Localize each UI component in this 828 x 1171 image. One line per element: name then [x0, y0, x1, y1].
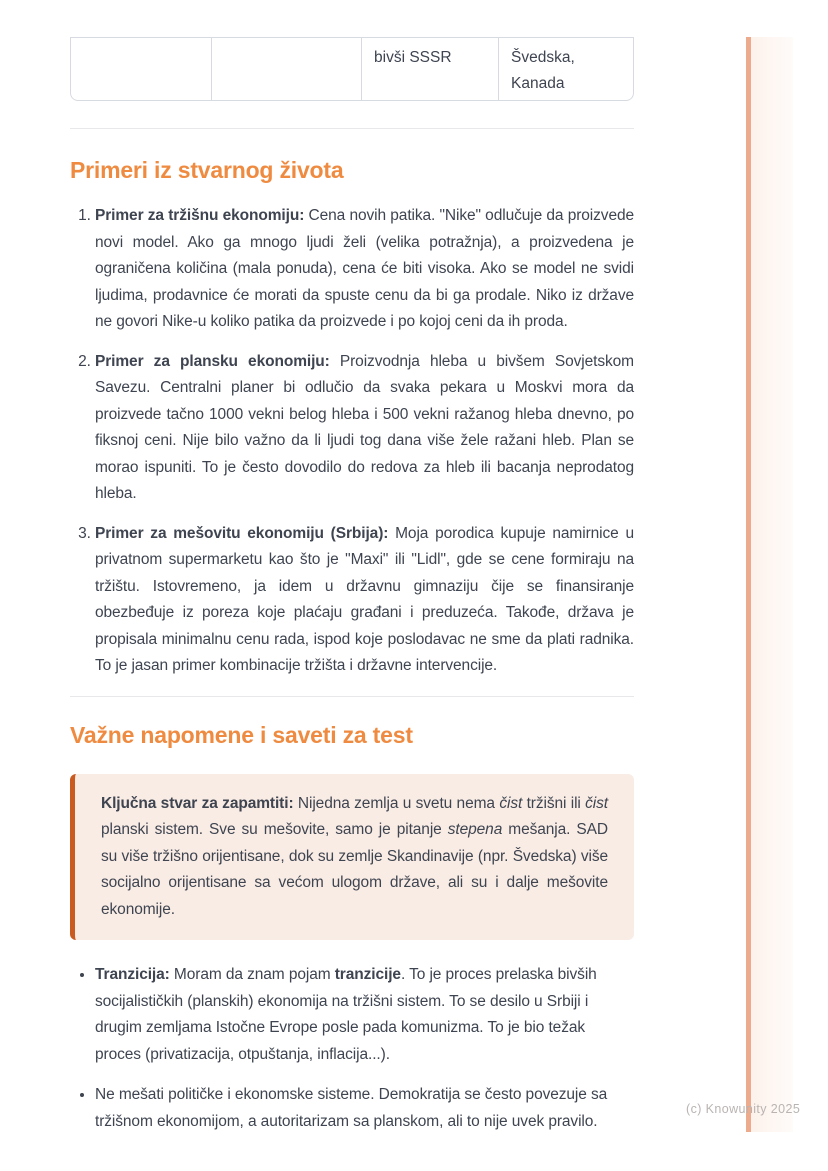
section-divider — [70, 128, 634, 129]
examples-ordered-list — [70, 203, 634, 680]
table-fragment — [70, 37, 634, 101]
list-item-mixed-economy: 3. Primer za mešovitu ekonomiju (Srbija): Moja porodica kupuje namirnice u privatnom supermarketu kao što je "Maxi" ili "Lidl", gde se cene formiraju na tržištu. Istovremeno, ja idem u državnu gimnaziju čije se finansiranje obezbeđuje iz poreza koje plaćaju građani i preduzeća. Takođe, država je propisala minimalnu cenu rada, ispod koje poslodavac ne sme da plati radnika. To je jasan primer kombinacije tržišta i državne intervencije. — [95, 521, 634, 680]
page-edge-line — [746, 37, 751, 1132]
table-cell — [71, 38, 211, 100]
page-edge-stripe — [746, 37, 793, 1132]
table-cell: Švedska, Kanada — [498, 38, 633, 100]
watermark: (c) Knowunity 2025 — [686, 1102, 801, 1116]
section-divider — [70, 696, 634, 697]
section-heading-notes: Važne napomene i saveti za test — [70, 721, 413, 748]
table-cell — [211, 38, 361, 100]
table-cell: bivši SSSR — [361, 38, 498, 100]
callout-box: Ključna stvar za zapamtiti: Nijedna zemlja u svetu nema čist tržišni ili čist planski sistem. Sve su mešovite, samo je pitanje stepena mešanja. SAD su više tržišno orijentisane, dok su zemlje Skandinavije (npr. Švedska) više socijalno orijentisane sa većom ulogom države, ali su i dalje mešovite ekonomije. — [70, 774, 634, 941]
list-item-market-economy: 1. Primer za tržišnu ekonomiju: Cena novih patika. "Nike" odlučuje da proizvede novi model. Ako ga mnogo ljudi želi (velika potražnja), a proizvedena je ograničena količina (mala ponuda), cena će biti visoka. Ako se model ne svidi ljudima, prodavnice će morati da spuste cenu da bi ga prodale. Niko iz države ne govori Nike-u koliko patika da proizvede i po kojoj ceni da ih proda. — [95, 203, 634, 336]
section-heading-examples: Primeri iz stvarnog života — [70, 157, 344, 183]
list-item-systems-note: • Ne mešati političke i ekonomske sisteme. Demokratija se često povezuje sa tržišnom ekonomijom, a autoritarizam sa planskom, ali to nije uvek pravilo. — [95, 1082, 634, 1135]
list-item-transition: • Tranzicija: Moram da znam pojam tranzicije. To je proces prelaska bivših socijalističkih (planskih) ekonomija na tržišni sistem. To se desilo u Srbiji i drugim zemljama Istočne Evrope posle pada komunizma. To je bio težak proces (privatizacija, otpuštanja, inflacija...). — [95, 962, 634, 1068]
notes-bullet-list — [70, 962, 634, 1135]
document-page-content — [70, 0, 634, 1135]
list-item-planned-economy: 2. Primer za plansku ekonomiju: Proizvodnja hleba u bivšem Sovjetskom Savezu. Centralni planer bi odlučio da svaka pekara u Moskvi mora da proizvede tačno 1000 vekni belog hleba i 500 vekni ražanog hleba dnevno, po fiksnoj ceni. Nije bilo važno da li ljudi tog dana više žele ražani hleb. Plan se morao ispuniti. To je često dovodilo do redova za hleb ili bacanja neprodatog hleba. — [95, 349, 634, 508]
